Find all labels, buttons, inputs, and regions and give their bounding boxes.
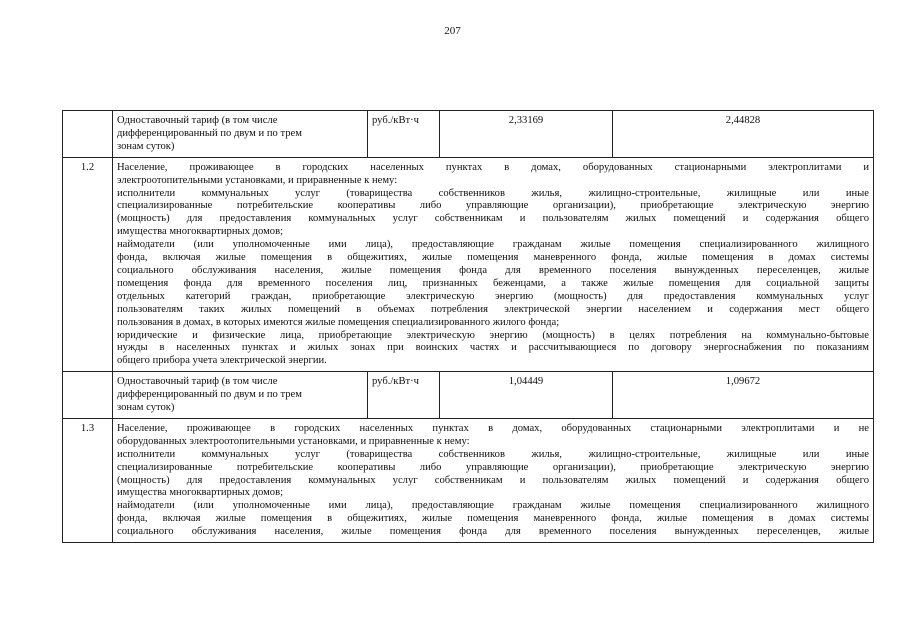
tariff-value-2: 1,09672	[613, 372, 874, 419]
tariff-table	[62, 110, 874, 543]
description-line: пользования в домах, в которых имеются жилые помещения специализированного жилого фонда;	[117, 316, 560, 328]
description-line: наймодатели (или уполномоченные ими лица), предоставляющие гражданам жилые помещения специализированного жилищного	[117, 239, 869, 251]
description-line: имущества многоквартирных домов;	[117, 487, 284, 499]
description-line: специализированные потребительские кооперативы либо управляющие организации), приобретающие электрическую энергию	[117, 200, 869, 212]
description-line: наймодатели (или уполномоченные ими лица), предоставляющие гражданам жилые помещения специализированного жилищного	[117, 500, 869, 512]
description-line: фонда, включая жилые помещения в общежитиях, жилые помещения маневренного фонда, жилые помещения в домах системы	[117, 513, 869, 525]
row-number: 1.2	[63, 157, 113, 372]
tariff-label-line: зонам суток)	[117, 140, 175, 152]
description-line: (мощность) для предоставления коммунальных услуг собственникам и пользователям жилых помещений и содержания общего	[117, 213, 869, 225]
row-number: 1.3	[63, 418, 113, 542]
tariff-label-line: Одноставочный тариф (в том числе	[117, 115, 278, 126]
description-line: общего прибора учета электрической энергии.	[117, 355, 327, 367]
page-number: 207	[444, 25, 461, 37]
description-line: помещения фонда для временного поселения лиц, признанных беженцами, а также жилые помещения для социальной защиты	[117, 277, 869, 289]
row-number-cell	[63, 372, 113, 419]
tariff-value-2: 2,44828	[613, 111, 874, 158]
description-line: исполнители коммунальных услуг (товарищества собственников жилья, жилищно-строительные, жилищные или иные	[117, 187, 869, 199]
description-line: социального обслуживания населения, жилые помещения фонда для временного поселения вынужденных переселенцев, жилые	[117, 526, 869, 538]
table-row	[63, 111, 874, 158]
row-number-cell	[63, 111, 113, 158]
tariff-label-line: Одноставочный тариф (в том числе	[117, 376, 278, 388]
unit-cell: руб./кВт·ч	[368, 372, 440, 419]
tariff-value-1: 2,33169	[440, 111, 613, 158]
tariff-label-cell	[113, 111, 368, 158]
description-line: фонда, включая жилые помещения в общежитиях, жилые помещения маневренного фонда, жилые помещения в домах системы	[117, 252, 869, 264]
tariff-label-cell	[113, 372, 368, 419]
description-line: оборудованных электроотопительными установками, и приравненные к нему:	[117, 435, 470, 447]
description-line: отдельных категорий граждан, приобретающие электрическую энергию (мощность) для предоставления коммунальных услуг	[117, 290, 869, 302]
description-line: юридические и физические лица, приобретающие электрическую энергию (мощность) в целях потребления на коммунально-бытовые	[117, 329, 869, 341]
description-line: нужды в населенных пунктах и жилых зонах при воинских частях и рассчитывающиеся по договору энергоснабжения по показаниям	[117, 342, 869, 354]
table-row	[63, 372, 874, 419]
description-line: пользователям таких жилых помещений в объемах потребления электрической энергии населением и содержания мест общего	[117, 303, 869, 315]
tariff-label-line: дифференцированный по двум и по трем	[117, 389, 302, 401]
table-row	[63, 418, 874, 542]
tariff-label-line: дифференцированный по двум и по трем	[117, 127, 302, 139]
description-line: исполнители коммунальных услуг (товарищества собственников жилья, жилищно-строительные, жилищные или иные	[117, 448, 869, 460]
description-line: (мощность) для предоставления коммунальных услуг собственникам и пользователям жилых помещений и содержания общего	[117, 474, 869, 486]
table-row	[63, 157, 874, 372]
unit-cell: руб./кВт·ч	[368, 111, 440, 158]
description-line: Население, проживающее в городских населенных пунктах в домах, оборудованных стационарными электроплитами и	[117, 161, 869, 173]
category-description	[113, 157, 874, 372]
description-line: специализированные потребительские кооперативы либо управляющие организации), приобретающие электрическую энергию	[117, 461, 869, 473]
description-line: социального обслуживания населения, жилые помещения фонда для временного поселения вынужденных переселенцев, жилые	[117, 264, 869, 276]
tariff-label-line: зонам суток)	[117, 402, 175, 414]
description-line: Население, проживающее в городских населенных пунктах в домах, оборудованных стационарными электроплитами и не	[117, 422, 869, 434]
tariff-value-1: 1,04449	[440, 372, 613, 419]
category-description	[113, 418, 874, 542]
description-line: имущества многоквартирных домов;	[117, 226, 284, 238]
description-line: электроотопительными установками, и приравненные к нему:	[117, 174, 398, 186]
